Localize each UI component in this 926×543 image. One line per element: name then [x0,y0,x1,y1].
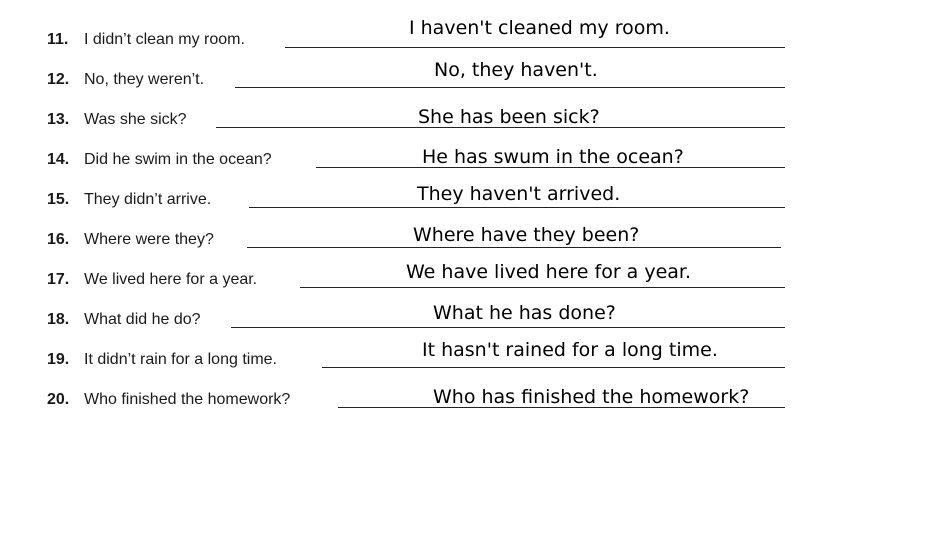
exercise-item-16 [0,213,926,253]
answer-line [231,327,785,328]
item-question: No, they weren’t. [84,71,205,88]
item-number: 18. [47,311,70,328]
item-answer: No, they haven't. [434,59,598,81]
item-answer: He has swum in the ocean? [422,146,684,168]
item-question: Who finished the homework? [84,391,291,408]
item-answer: It hasn't rained for a long time. [422,339,718,361]
exercise-item-12 [0,53,926,93]
item-answer: Where have they been? [413,224,640,246]
exercise-item-15 [0,173,926,213]
item-number: 13. [47,111,70,128]
answer-line [285,47,785,48]
item-answer: Who has finished the homework? [433,386,750,408]
exercise-item-13 [0,93,926,133]
item-number: 19. [47,351,70,368]
answer-line [249,207,785,208]
item-number: 20. [47,391,70,408]
answer-line [300,287,785,288]
item-answer: We have lived here for a year. [406,261,692,283]
item-number: 17. [47,271,70,288]
exercise-item-18 [0,293,926,333]
exercise-item-11 [0,13,926,53]
exercise-item-14 [0,133,926,173]
answer-line [322,367,785,368]
exercise-item-19 [0,333,926,373]
item-question: Was she sick? [84,111,187,128]
answer-line [235,87,785,88]
item-question: They didn’t arrive. [84,191,212,208]
item-question: It didn’t rain for a long time. [84,351,277,368]
item-question: Did he swim in the ocean? [84,151,272,168]
item-number: 16. [47,231,70,248]
item-number: 15. [47,191,70,208]
item-number: 12. [47,71,70,88]
item-question: I didn’t clean my room. [84,31,245,48]
item-question: We lived here for a year. [84,271,258,288]
item-answer: What he has done? [433,302,616,324]
item-number: 11. [47,31,69,48]
item-question: Where were they? [84,231,214,248]
exercise-item-20 [0,373,926,413]
item-answer: She has been sick? [418,106,600,128]
item-question: What did he do? [84,311,201,328]
item-answer: They haven't arrived. [417,183,621,205]
item-answer: I haven't cleaned my room. [409,17,670,39]
exercise-item-17 [0,253,926,293]
answer-line [247,247,781,248]
item-number: 14. [47,151,70,168]
